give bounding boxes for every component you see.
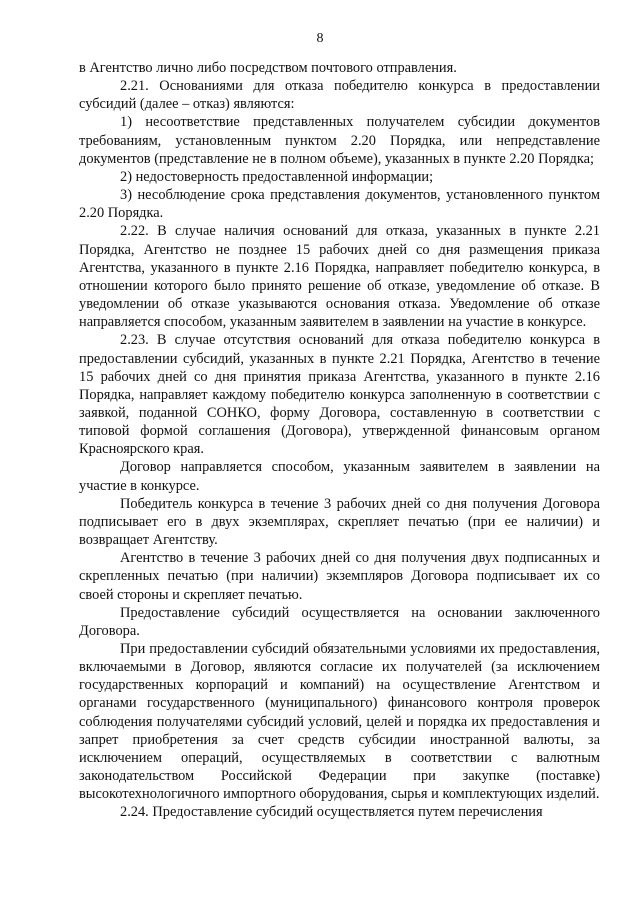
document-body bbox=[79, 59, 600, 822]
paragraph-mandatory-conditions: При предоставлении субсидий обязательными условиями их предоставления, включаемыми в Договор, являются согласие их получателей (за исключением государственных корпораций и компаний) на осуществление Агентством и органами государственного (муниципального) финансового контроля проверок соблюдения получателями субсидий условий, целей и порядка их предоставления и запрет приобретения за счет средств субсидии иностранной валюты, за исключением операций, осуществляемых в соответствии с валютным законодательством Российской Федерации при закупке (поставке) высокотехнологичного импортного оборудования, сырья и комплектующих изделий. bbox=[79, 641, 600, 803]
paragraph-subsidy-basis: Предоставление субсидий осуществляется на основании заключенного Договора. bbox=[79, 604, 600, 639]
paragraph-agency-signs: Агентство в течение 3 рабочих дней со дня получения двух подписанных и скрепленных печатью (при наличии) экземпляров Договора подписывает их со своей стороны и скрепляет печатью. bbox=[79, 550, 600, 603]
paragraph-2-21-item-3: 3) несоблюдение срока представления документов, установленного пунктом 2.20 Порядка. bbox=[79, 187, 600, 222]
paragraph-winner-signs: Победитель конкурса в течение 3 рабочих дней со дня получения Договора подписывает его в двух экземплярах, скрепляет печатью (при ее наличии) и возвращает Агентству. bbox=[79, 495, 600, 549]
paragraph-2-21: 2.21. Основаниями для отказа победителю конкурса в предоставлении субсидий (далее – отказ) являются: bbox=[79, 78, 600, 113]
page-number: 8 bbox=[316, 31, 324, 46]
paragraph-2-23: 2.23. В случае отсутствия оснований для отказа победителю конкурса в предоставлении субсидий, указанных в пункте 2.21 Порядка, Агентство в течение 15 рабочих дней со дня принятия приказа Агентства, указанного в пункте 2.16 Порядка, направляет каждому победителю конкурса заполненную в соответствии с заявкой, поданной СОНКО, форму Договора, составленную в соответствии с типовой формой соглашения (Договора), утвержденной финансовым органом Красноярского края. bbox=[79, 332, 600, 458]
paragraph-2-24: 2.24. Предоставление субсидий осуществляется путем перечисления bbox=[120, 804, 543, 821]
paragraph-2-21-item-2: 2) недостоверность предоставленной информации; bbox=[120, 168, 434, 185]
paragraph-2-21-item-1: 1) несоответствие представленных получателем субсидии документов требованиям, установленным пунктом 2.20 Порядка, или непредставление документов (представление не в полном объеме), указанных в пункте 2.20 Порядка; bbox=[79, 114, 600, 167]
paragraph-2-22: 2.22. В случае наличия оснований для отказа, указанных в пункте 2.21 Порядка, Агентство не позднее 15 рабочих дней со дня размещения приказа Агентства, указанного в пункте 2.16 Порядка, направляет победителю конкурса, в отношении которого было принято решение об отказе, уведомление об отказе. В уведомлении об отказе указываются основания отказа. Уведомление об отказе направляется способом, указанным заявителем в заявлении на участие в конкурсе. bbox=[79, 223, 600, 331]
paragraph-continuation: в Агентство лично либо посредством почтового отправления. bbox=[79, 60, 457, 76]
paragraph-contract-delivery: Договор направляется способом, указанным заявителем в заявлении на участие в конкурсе. bbox=[79, 459, 600, 494]
